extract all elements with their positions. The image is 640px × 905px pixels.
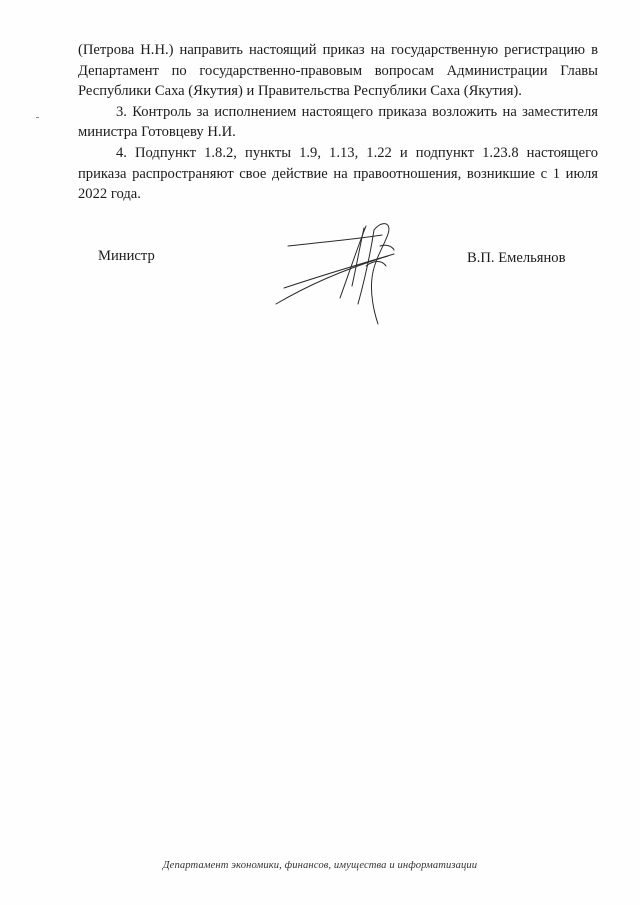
signature-block bbox=[98, 248, 598, 338]
margin-mark bbox=[36, 117, 39, 118]
paragraph-continuation: (Петрова Н.Н.) направить настоящий приказ на государственную регистрацию в Департамент по государственно-правовым вопросам Администрации Главы Республики Саха (Якутия) и Правительства Республики Саха (Якутия). bbox=[78, 42, 598, 100]
paragraph-item-3: 3. Контроль за исполнением настоящего приказа возложить на заместителя министра Готовцеву Н.И. bbox=[78, 103, 598, 141]
paragraph-item-4: 4. Подпункт 1.8.2, пункты 1.9, 1.13, 1.22 и подпункт 1.23.8 настоящего приказа распространяют свое действие на правоотношения, возникшие с 1 июля 2022 года. bbox=[78, 144, 598, 203]
signatory-name: В.П. Емельянов bbox=[467, 250, 566, 266]
handwritten-signature bbox=[270, 216, 430, 336]
document-body bbox=[78, 40, 598, 205]
signatory-title: Министр bbox=[98, 248, 155, 264]
footer-department: Департамент экономики, финансов, имущества и информатизации bbox=[162, 860, 478, 871]
